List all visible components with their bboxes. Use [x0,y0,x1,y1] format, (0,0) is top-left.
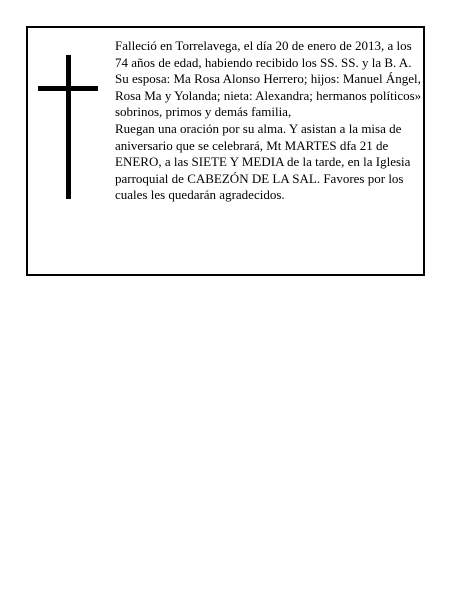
cross-horizontal-bar [38,86,98,91]
cross-vertical-bar [66,55,71,199]
notice-paragraph-family: Su esposa: Ma Rosa Alonso Herrero; hijos: Manuel Ángel, Rosa Ma y Yolanda; nieta: Alexandra; hermanos políticos» sobrinos, primos y demás familia, [115,71,422,120]
notice-paragraph-mass: Ruegan una oración por su alma. Y asistan a la misa de aniversario que se celebrará, Mt MARTES dfa 21 de ENERO, a las SIETE Y MEDIA de la tarde, en la Iglesia parroquial de CABEZÓN DE LA SAL. Favores por los cuales les quedarán agradecidos. [115,120,411,203]
notice-paragraph-death: Falleció en Torrelavega, el día 20 de enero de 2013, a los 74 años de edad, habiendo recibido los SS. SS. y la B. A. [115,38,412,70]
obituary-notice [26,26,425,276]
cross-icon [38,55,98,199]
notice-text [115,38,423,204]
